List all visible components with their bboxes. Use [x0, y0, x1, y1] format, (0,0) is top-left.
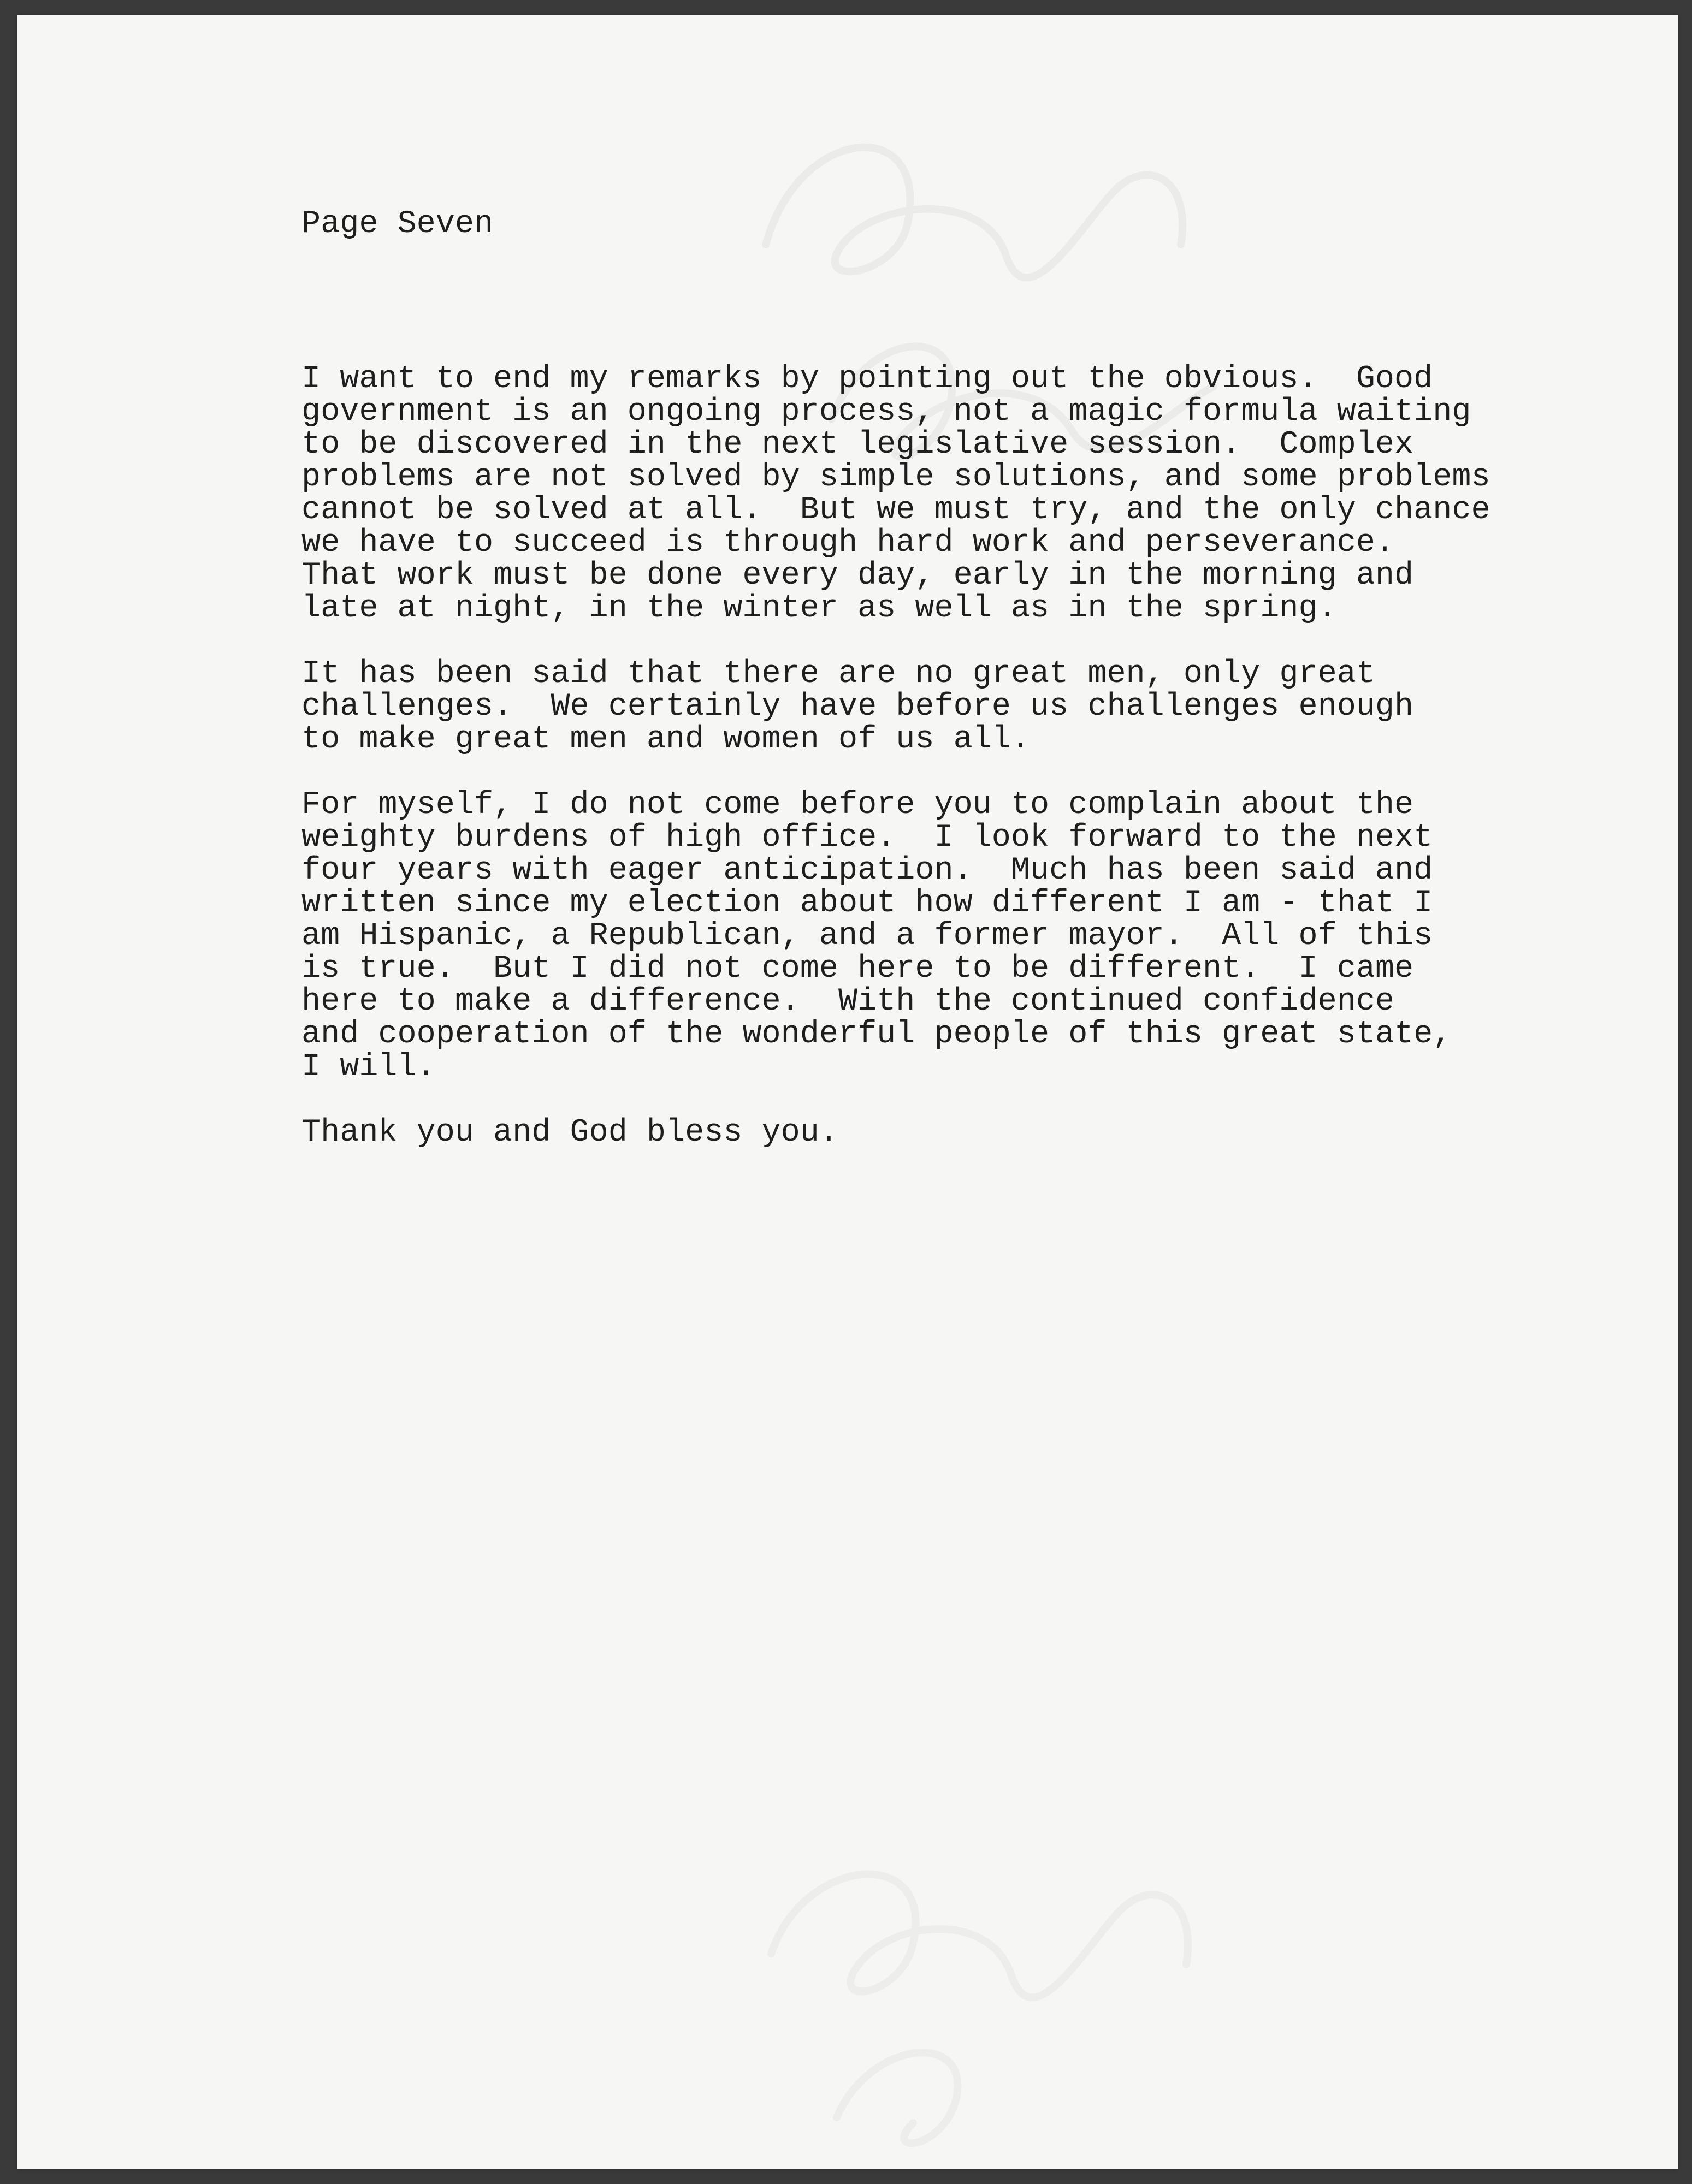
- text-line: we have to succeed is through hard work and perseverance.: [301, 524, 1395, 561]
- text-line: late at night, in the winter as well as in the spring.: [301, 590, 1337, 626]
- paragraph-1: [301, 360, 1601, 626]
- text-line: challenges. We certainly have before us challenges enough: [301, 688, 1414, 725]
- text-line: It has been said that there are no great men, only great: [301, 655, 1375, 692]
- document-page: [17, 15, 1678, 2169]
- text-line: here to make a difference. With the continued confidence: [301, 983, 1395, 1019]
- text-line: and cooperation of the wonderful people of this great state,: [301, 1016, 1452, 1052]
- text-line: I want to end my remarks by pointing out the obvious. Good: [301, 360, 1433, 397]
- text-line: weighty burdens of high office. I look forward to the next: [301, 819, 1433, 856]
- text-line: four years with eager anticipation. Much has been said and: [301, 852, 1433, 888]
- text-line: is true. But I did not come here to be different. I came: [301, 950, 1414, 987]
- text-line: to make great men and women of us all.: [301, 721, 1031, 757]
- text-line: problems are not solved by simple solutions, and some problems: [301, 459, 1490, 495]
- text-line: government is an ongoing process, not a magic formula waiting: [301, 393, 1471, 430]
- document-body: [301, 207, 1601, 1182]
- text-line: I will.: [301, 1048, 436, 1085]
- paragraph-3: [301, 788, 1601, 1083]
- paper-watermark-bottom: [727, 1833, 1274, 2161]
- text-line: That work must be done every day, early in the morning and: [301, 557, 1414, 594]
- text-line: For myself, I do not come before you to complain about the: [301, 786, 1414, 823]
- text-line: cannot be solved at all. But we must try, and the only chance: [301, 491, 1490, 528]
- text-line: to be discovered in the next legislative session. Complex: [301, 426, 1414, 462]
- text-line: am Hispanic, a Republican, and a former mayor. All of this: [301, 917, 1433, 954]
- page-label: Page Seven: [301, 205, 494, 242]
- paragraph-2: [301, 657, 1601, 756]
- paragraph-closing: [301, 1116, 1601, 1149]
- text-line: written since my election about how different I am - that I: [301, 885, 1433, 921]
- text-line: Thank you and God bless you.: [301, 1114, 838, 1150]
